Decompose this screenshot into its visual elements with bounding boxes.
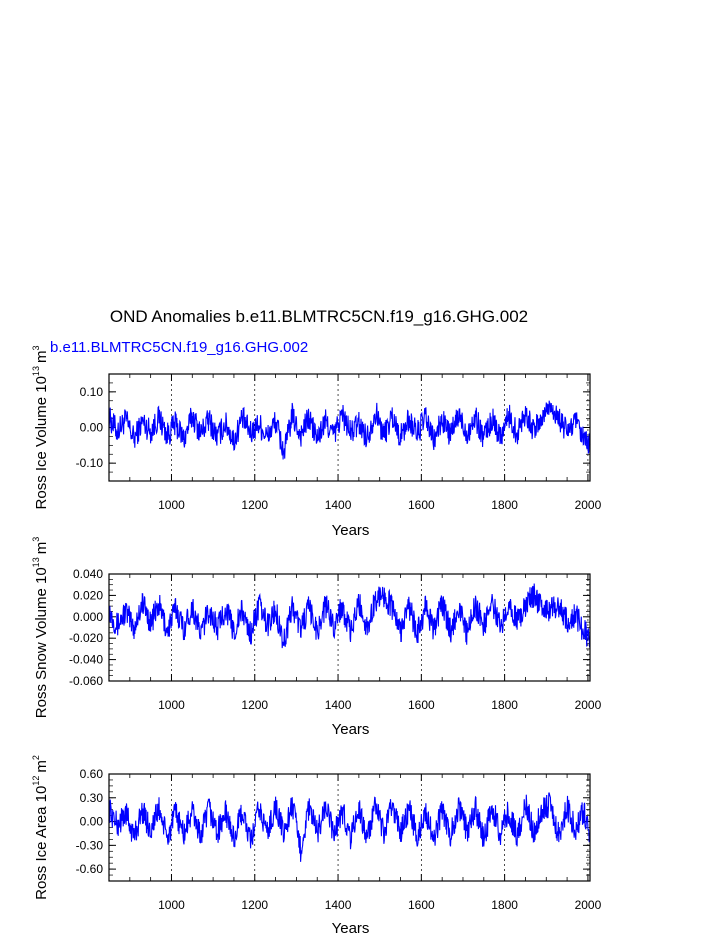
y-label-unit-exponent: 2 (31, 755, 41, 761)
x-tick-label: 1000 (158, 898, 185, 912)
x-tick-label: 2000 (574, 898, 602, 912)
y-label-unit-exponent: 3 (31, 536, 41, 542)
y-tick-label: 0.000 (72, 609, 103, 624)
y-label-unit: m (33, 541, 50, 555)
y-label-main: Ross Snow Volume 10 (33, 567, 50, 719)
series-line (109, 793, 590, 862)
x-axis-label: Years (331, 522, 370, 539)
panel-3 (31, 755, 602, 935)
series-line (109, 401, 590, 460)
x-tick-label: 1000 (158, 498, 185, 512)
y-label-main: Ross Ice Area 10 (33, 785, 50, 900)
x-tick-label: 1600 (407, 698, 435, 712)
x-tick-label: 1800 (491, 498, 518, 512)
x-tick-label: 1600 (407, 498, 435, 512)
y-tick-label: -0.10 (75, 456, 103, 471)
y-tick-label: -0.60 (75, 862, 103, 877)
y-label-unit-exponent: 3 (31, 345, 41, 351)
y-tick-label: 0.10 (79, 384, 103, 399)
y-label-main: Ross Ice Volume 10 (33, 376, 50, 510)
y-label-exponent: 13 (31, 366, 41, 377)
chart-subtitle: b.e11.BLMTRC5CN.f19_g16.GHG.002 (50, 339, 309, 356)
x-tick-label: 1800 (491, 898, 518, 912)
x-tick-label: 1400 (324, 898, 352, 912)
x-tick-label: 1000 (158, 698, 185, 712)
x-tick-label: 1800 (491, 698, 518, 712)
y-label-unit: m (33, 760, 50, 773)
y-axis-label (31, 537, 50, 718)
y-tick-label: 0.30 (79, 790, 103, 805)
y-tick-label: -0.020 (68, 631, 103, 646)
y-tick-label: -0.060 (68, 674, 103, 688)
panels (31, 346, 602, 935)
x-tick-label: 2000 (574, 498, 602, 512)
y-tick-label: -0.30 (75, 838, 103, 853)
x-axis-label: Years (331, 721, 370, 738)
y-tick-label: -0.040 (68, 652, 103, 667)
y-tick-label: 0.040 (72, 567, 103, 581)
y-tick-label: 0.00 (79, 420, 103, 435)
x-tick-label: 1400 (324, 698, 352, 712)
y-label-unit: m (33, 350, 50, 364)
x-tick-label: 1400 (324, 498, 352, 512)
y-label-exponent: 12 (31, 775, 41, 786)
y-tick-label: 0.020 (72, 588, 103, 603)
x-tick-label: 1200 (241, 898, 269, 912)
y-tick-label: 0.60 (79, 767, 103, 781)
y-axis-label (31, 346, 50, 510)
y-tick-label: 0.00 (79, 814, 103, 829)
x-tick-label: 1200 (241, 498, 269, 512)
x-tick-label: 1600 (407, 898, 435, 912)
y-axis-label (31, 755, 50, 900)
x-tick-label: 2000 (574, 698, 602, 712)
chart-title: OND Anomalies b.e11.BLMTRC5CN.f19_g16.GHG.002 (109, 307, 529, 326)
panel-2 (31, 537, 602, 738)
x-tick-label: 1200 (241, 698, 269, 712)
y-label-exponent: 13 (31, 557, 41, 568)
series-line (109, 584, 590, 649)
panel-1 (31, 346, 602, 539)
x-axis-label: Years (331, 920, 370, 935)
